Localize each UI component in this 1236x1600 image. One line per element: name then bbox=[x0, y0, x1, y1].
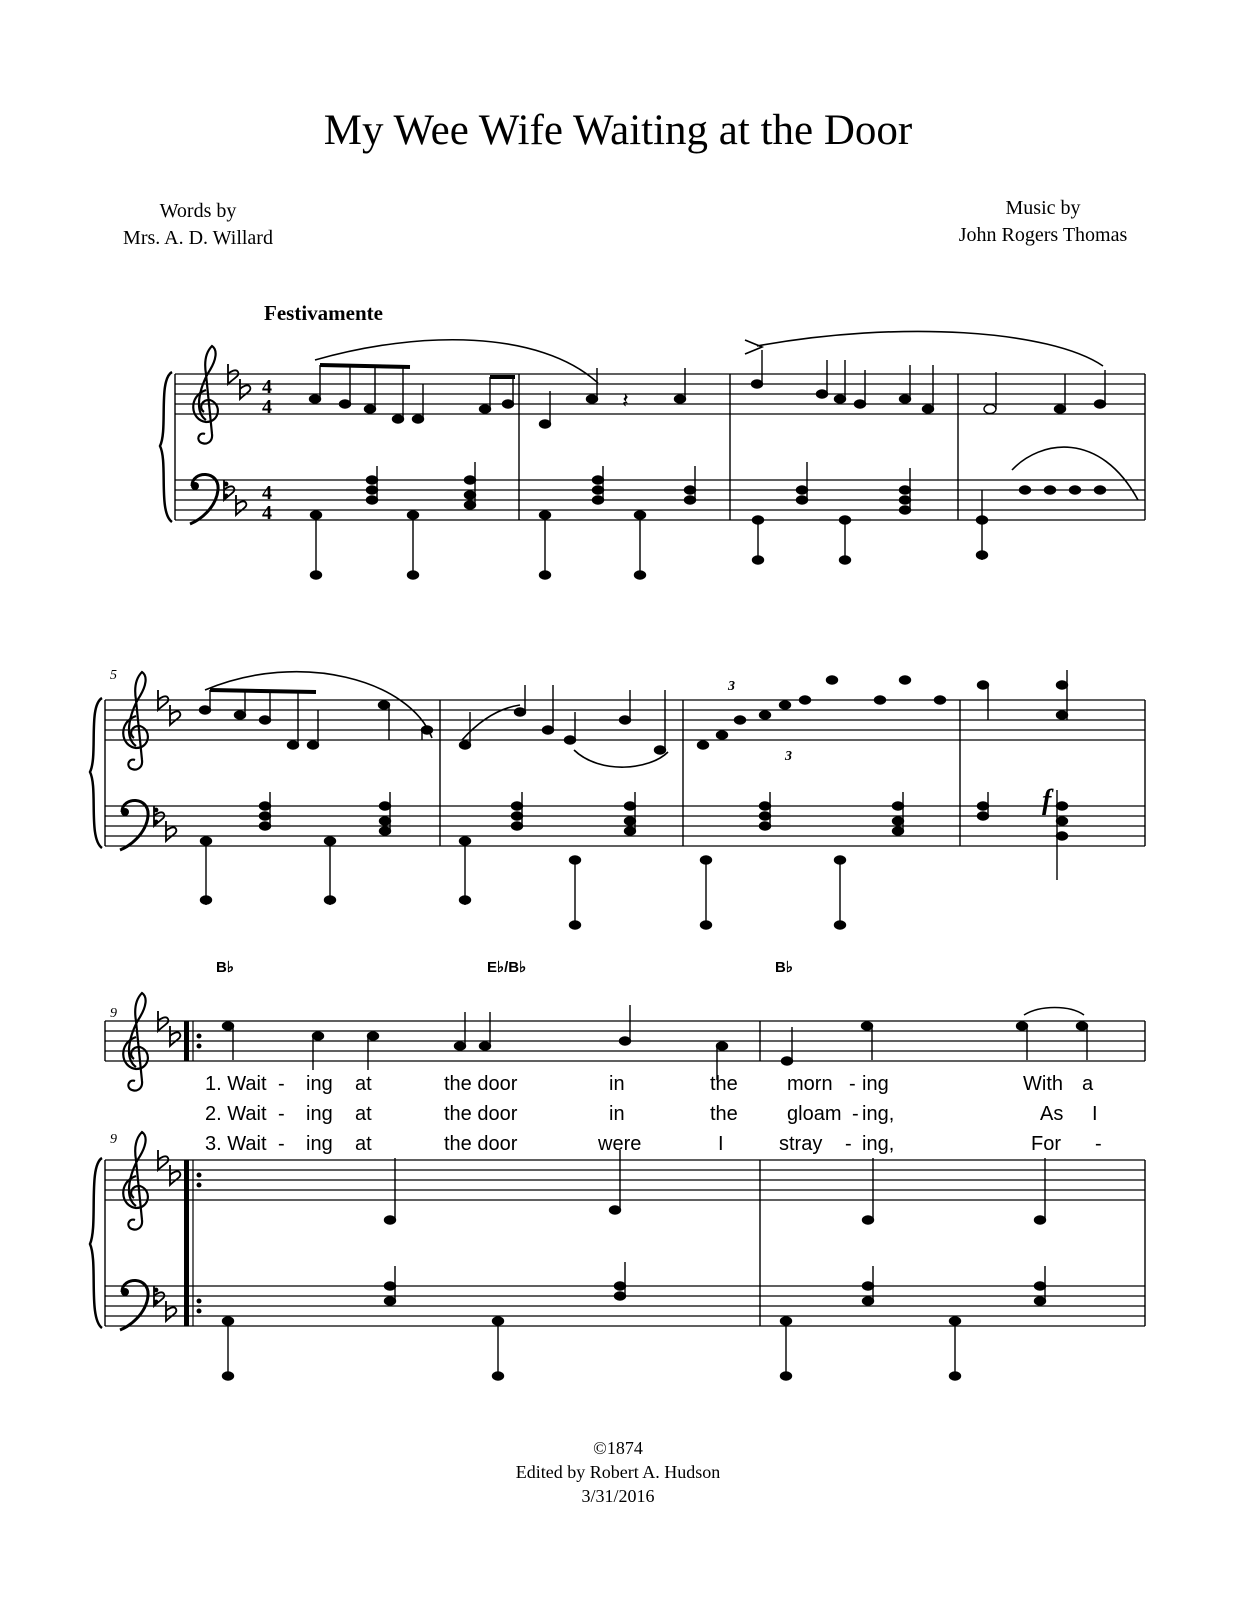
dynamic-forte: f bbox=[1042, 785, 1052, 816]
slur bbox=[574, 750, 668, 767]
lyric-syllable: at bbox=[355, 1073, 372, 1095]
lyric-hyphen: - bbox=[845, 1133, 852, 1155]
time-signature bbox=[262, 376, 272, 524]
repeat-start-barline bbox=[184, 1021, 202, 1326]
flat-icon bbox=[170, 1165, 180, 1185]
lyric-syllable: gloam bbox=[787, 1103, 842, 1125]
bass-clef-icon bbox=[120, 800, 158, 850]
measure-number: 9 bbox=[110, 1132, 117, 1147]
tempo-marking: Festivamente bbox=[264, 301, 383, 325]
lyric-syllable: ing, bbox=[862, 1103, 895, 1125]
lyric-syllable: For bbox=[1031, 1133, 1061, 1155]
measure-number: 5 bbox=[110, 668, 117, 683]
brace-icon bbox=[90, 698, 102, 848]
composer-name: John Rogers Thomas bbox=[958, 224, 1128, 246]
piano-bass-notes bbox=[223, 1262, 1046, 1380]
rest-icon: 𝄽 bbox=[622, 389, 629, 414]
lyric-syllable: a bbox=[1082, 1073, 1094, 1095]
chord-symbol: E♭/B♭ bbox=[487, 959, 527, 976]
svg-text:4: 4 bbox=[262, 396, 272, 418]
lyric-syllable: With bbox=[1023, 1073, 1063, 1095]
lyric-syllable: in bbox=[609, 1103, 625, 1125]
lyric-syllable: the door bbox=[444, 1103, 518, 1125]
svg-text:4: 4 bbox=[262, 482, 272, 504]
lyric-syllable: 3. Wait bbox=[205, 1133, 267, 1155]
words-by-label: Words by bbox=[159, 200, 237, 222]
editor-credit: Edited by Robert A. Hudson bbox=[515, 1462, 721, 1482]
svg-text:4: 4 bbox=[262, 502, 272, 524]
bass-clef-icon bbox=[120, 1280, 158, 1330]
piano-treble-notes bbox=[385, 1150, 1046, 1224]
chord-symbol: B♭ bbox=[216, 959, 234, 976]
lyric-syllable: at bbox=[355, 1103, 372, 1125]
lyric-syllable: I bbox=[718, 1133, 724, 1155]
lyric-syllable: ing bbox=[306, 1073, 333, 1095]
staff-treble bbox=[105, 1160, 1145, 1200]
slur bbox=[757, 331, 1103, 366]
triplet-mark: 3 bbox=[785, 749, 792, 764]
system-1 bbox=[160, 331, 1145, 579]
lyric-syllable: in bbox=[609, 1073, 625, 1095]
lyric-syllable: I bbox=[1092, 1103, 1098, 1125]
bass-notes bbox=[201, 790, 1068, 929]
lyric-hyphen: - bbox=[849, 1073, 856, 1095]
flat-icon bbox=[166, 821, 176, 841]
bass-clef-icon bbox=[190, 474, 228, 524]
treble-notes bbox=[200, 670, 1068, 754]
brace-icon bbox=[90, 1158, 102, 1328]
voice-notes bbox=[223, 1005, 1088, 1080]
treble-notes bbox=[310, 350, 1106, 428]
treble-clef-icon bbox=[193, 346, 218, 444]
treble-clef-icon bbox=[123, 993, 148, 1091]
lyric-syllable: 2. Wait bbox=[205, 1103, 267, 1125]
flat-icon bbox=[170, 705, 180, 725]
lyric-hyphen: - bbox=[852, 1103, 859, 1125]
lyric-hyphen: - bbox=[1095, 1133, 1102, 1155]
lyric-syllable: the door bbox=[444, 1133, 518, 1155]
triplet-mark: 3 bbox=[728, 679, 735, 694]
tie bbox=[1024, 1008, 1084, 1016]
lyric-hyphen: - bbox=[278, 1133, 285, 1155]
lyric-syllable: ing bbox=[862, 1073, 889, 1095]
flat-icon bbox=[170, 1026, 180, 1046]
lyric-syllable: the bbox=[710, 1103, 738, 1125]
copyright-year: ©1874 bbox=[593, 1438, 643, 1458]
lyric-syllable: the bbox=[710, 1073, 738, 1095]
lyric-syllable: ing bbox=[306, 1103, 333, 1125]
lyric-hyphen: - bbox=[278, 1103, 285, 1125]
system-2 bbox=[90, 670, 1145, 929]
lyric-hyphen: - bbox=[278, 1073, 285, 1095]
accent-icon bbox=[745, 340, 762, 354]
chord-symbol: B♭ bbox=[775, 959, 793, 976]
svg-text:4: 4 bbox=[262, 376, 272, 398]
flat-icon bbox=[236, 495, 246, 515]
lyric-syllable: As bbox=[1040, 1103, 1064, 1125]
lyric-syllable: morn bbox=[787, 1073, 833, 1095]
measure-number: 9 bbox=[110, 1006, 117, 1021]
system-3 bbox=[90, 993, 1145, 1380]
lyric-syllable: 1. Wait bbox=[205, 1073, 267, 1095]
lyric-syllable: stray bbox=[779, 1133, 823, 1155]
lyric-syllable: ing bbox=[306, 1133, 333, 1155]
song-title: My Wee Wife Waiting at the Door bbox=[323, 107, 913, 154]
brace-icon bbox=[160, 372, 172, 522]
slur bbox=[315, 340, 598, 383]
lyricist-name: Mrs. A. D. Willard bbox=[123, 227, 273, 249]
treble-clef-icon bbox=[123, 672, 148, 770]
flat-icon bbox=[240, 379, 250, 399]
lyric-syllable: at bbox=[355, 1133, 372, 1155]
lyric-syllable: the door bbox=[444, 1073, 518, 1095]
footer bbox=[0, 1436, 1236, 1508]
lyric-syllable: ing, bbox=[862, 1133, 895, 1155]
edit-date: 3/31/2016 bbox=[581, 1486, 655, 1506]
lyric-syllable: were bbox=[598, 1133, 642, 1155]
treble-clef-icon bbox=[123, 1132, 148, 1230]
music-by-label: Music by bbox=[1005, 197, 1081, 219]
flat-icon bbox=[166, 1301, 176, 1321]
